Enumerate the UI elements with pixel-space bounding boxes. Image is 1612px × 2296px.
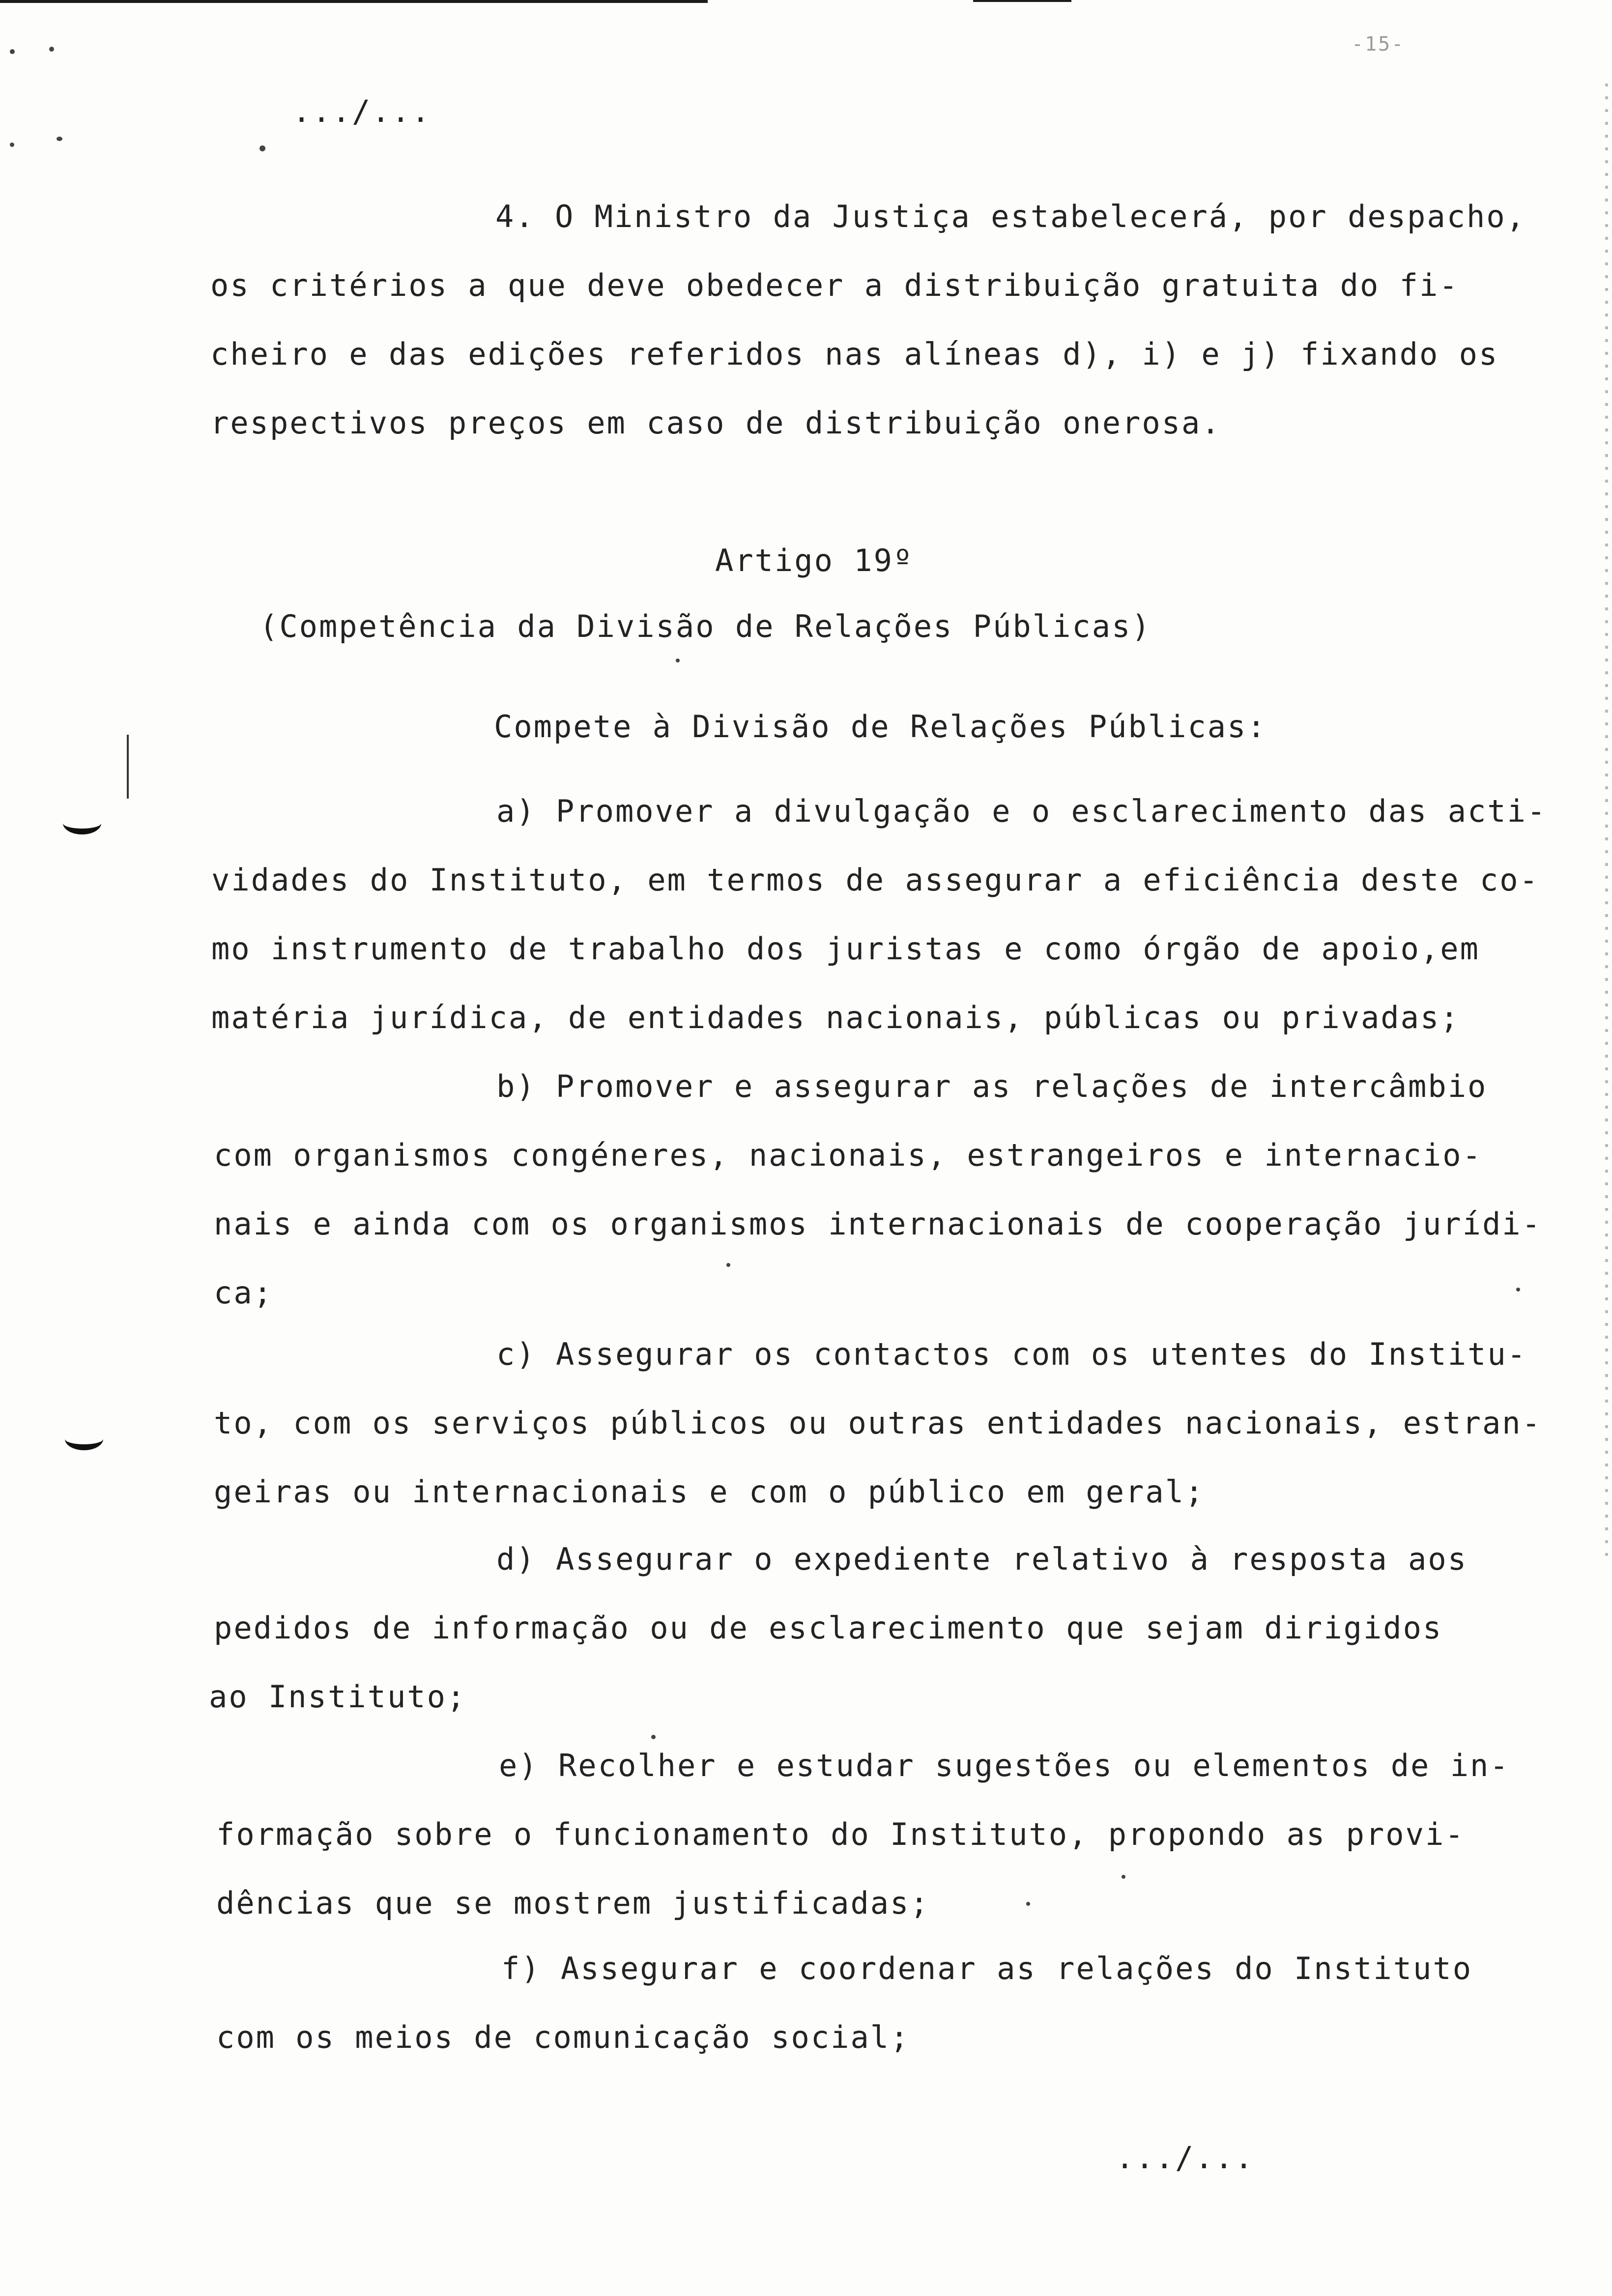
paragraph-4-line-2: os critérios a que deve obedecer a distribuição gratuita do fi- xyxy=(210,267,1459,303)
punch-hole-mark-lower xyxy=(65,1428,103,1450)
item-b-line-3: nais e ainda com os organismos internacionais de cooperação jurídi- xyxy=(214,1206,1542,1242)
item-c-line-2: to, com os serviços públicos ou outras entidades nacionais, estran- xyxy=(214,1405,1542,1441)
item-e-line-2: formação sobre o funcionamento do Instituto, propondo as provi- xyxy=(216,1816,1465,1852)
item-a-line-1: a) Promover a divulgação e o esclarecimento das acti- xyxy=(496,793,1547,829)
paragraph-4-line-1: 4. O Ministro da Justiça estabelecerá, por despacho, xyxy=(495,199,1526,234)
item-e-line-1: e) Recolher e estudar sugestões ou elementos de in- xyxy=(499,1748,1510,1783)
item-a-line-3: mo instrumento de trabalho dos juristas e como órgão de apoio,em xyxy=(211,931,1480,967)
scan-speck xyxy=(651,1735,656,1739)
item-a-line-4: matéria jurídica, de entidades nacionais, públicas ou privadas; xyxy=(211,1000,1460,1035)
item-e-line-3: dências que se mostrem justificadas; xyxy=(216,1885,930,1921)
item-d-line-1: d) Assegurar o expediente relativo à resposta aos xyxy=(496,1541,1468,1577)
continuation-mark-bottom: .../... xyxy=(1116,2140,1255,2176)
scan-speck xyxy=(49,47,54,52)
scan-edge-top xyxy=(0,0,708,3)
continuation-mark-top: .../... xyxy=(292,93,432,129)
page-number: -15- xyxy=(1352,33,1405,56)
scan-speck xyxy=(57,137,62,141)
article-subtitle: (Competência da Divisão de Relações Públicas) xyxy=(259,608,1151,644)
item-d-line-3: ao Instituto; xyxy=(209,1679,467,1715)
scan-speck xyxy=(10,49,15,54)
item-d-line-2: pedidos de informação ou de esclarecimento que sejam dirigidos xyxy=(214,1610,1443,1646)
scan-edge-top-right xyxy=(973,0,1071,2)
item-a-line-2: vidades do Instituto, em termos de assegurar a eficiência deste co- xyxy=(211,862,1539,898)
item-c-line-1: c) Assegurar os contactos com os utentes do Institu- xyxy=(496,1336,1527,1372)
scan-speck xyxy=(1122,1875,1125,1879)
scan-speck xyxy=(676,659,680,662)
item-c-line-3: geiras ou internacionais e com o público em geral; xyxy=(214,1474,1205,1510)
scan-speck xyxy=(1026,1902,1030,1906)
article-title: Artigo 19º xyxy=(715,543,914,578)
paragraph-4-line-4: respectivos preços em caso de distribuição onerosa. xyxy=(210,405,1221,441)
scan-speck xyxy=(259,145,265,151)
scan-edge-right xyxy=(1605,84,1608,1558)
item-f-line-2: com os meios de comunicação social; xyxy=(216,2019,910,2055)
item-b-line-1: b) Promover e assegurar as relações de intercâmbio xyxy=(496,1068,1488,1104)
margin-mark-line xyxy=(127,735,129,799)
scan-speck xyxy=(10,143,14,147)
punch-hole-mark-upper xyxy=(63,812,101,834)
scan-speck xyxy=(1516,1288,1520,1292)
item-f-line-1: f) Assegurar e coordenar as relações do Instituto xyxy=(501,1951,1473,1986)
scan-speck xyxy=(726,1263,730,1267)
item-b-line-4: ca; xyxy=(214,1275,273,1311)
paragraph-4-line-3: cheiro e das edições referidos nas alíneas d), i) e j) fixando os xyxy=(210,336,1499,372)
item-b-line-2: com organismos congéneres, nacionais, estrangeiros e internacio- xyxy=(214,1137,1482,1173)
article-intro: Compete à Divisão de Relações Públicas: xyxy=(494,709,1267,745)
